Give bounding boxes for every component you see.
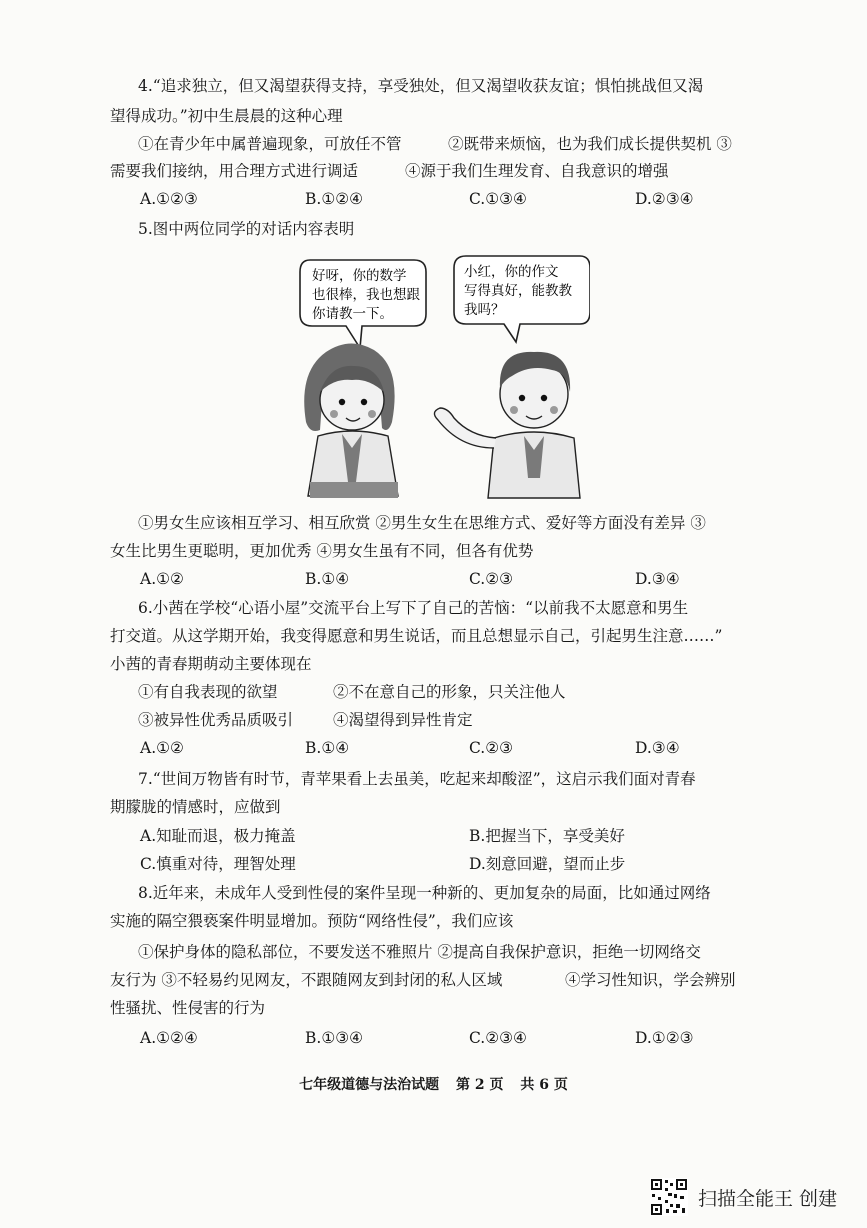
q6-stem-line1: 6.小茜在学校“心语小屋”交流平台上写下了自己的苦恼：“以前我不太愿意和男生 — [138, 599, 689, 617]
speech-bubble-left — [300, 260, 426, 348]
q6-option-d[interactable]: D.③④ — [635, 739, 680, 757]
page-footer — [0, 1074, 867, 1094]
q6-option-c[interactable]: C.②③ — [469, 739, 514, 757]
q4-statement-1: ①在青少年中属普遍现象，可放任不管 — [138, 135, 402, 153]
q6-statement-2: ②不在意自己的形象，只关注他人 — [333, 683, 566, 701]
speech-bubble-right — [454, 256, 590, 342]
q7-option-d[interactable]: D.刻意回避，望而止步 — [469, 855, 626, 873]
bubble-right-line1: 小红，你的作文 — [464, 264, 559, 280]
q5-option-a[interactable]: A.①② — [140, 570, 184, 588]
bubble-right-line2: 写得真好，能教教 — [464, 283, 572, 299]
dialogue-cartoon — [290, 252, 590, 502]
q6-stem-line3: 小茜的青春期萌动主要体现在 — [110, 655, 312, 673]
q8-statement-line2: 友行为 ③不轻易约见网友，不跟随网友到封闭的私人区域 — [110, 971, 503, 989]
q6-option-a[interactable]: A.①② — [140, 739, 184, 757]
bubble-left-line1: 好呀，你的数学 — [312, 268, 407, 284]
q4-option-b[interactable]: B.①②④ — [305, 190, 364, 208]
q7-option-a[interactable]: A.知耻而退，极力掩盖 — [140, 827, 296, 845]
q8-option-a[interactable]: A.①②④ — [140, 1029, 198, 1047]
q4-option-d[interactable]: D.②③④ — [635, 190, 694, 208]
q8-statement-4: ④学习性知识，学会辨别 — [565, 971, 736, 989]
footer-page-number: 第 2 页 — [456, 1077, 504, 1093]
q6-statement-1: ①有自我表现的欲望 — [138, 683, 278, 701]
q4-statement-3: 需要我们接纳，用合理方式进行调适 — [110, 162, 359, 180]
bubble-right-line3: 我吗？ — [464, 302, 505, 318]
qr-code-icon — [650, 1178, 688, 1216]
footer-total-pages: 共 6 页 — [520, 1077, 568, 1093]
q7-stem-line2: 期朦胧的情感时，应做到 — [110, 798, 281, 816]
q8-statement-line1: ①保护身体的隐私部位，不要发送不雅照片 ②提高自我保护意识，拒绝一切网络交 — [138, 943, 701, 961]
q6-option-b[interactable]: B.①④ — [305, 739, 350, 757]
q5-option-b[interactable]: B.①④ — [305, 570, 350, 588]
q8-stem-line1: 8.近年来，未成年人受到性侵的案件呈现一种新的、更加复杂的局面，比如通过网络 — [138, 884, 711, 902]
footer-subject: 七年级道德与法治试题 — [299, 1077, 440, 1093]
q8-option-d[interactable]: D.①②③ — [635, 1029, 694, 1047]
q4-statement-4: ④源于我们生理发育、自我意识的增强 — [405, 162, 669, 180]
q4-statement-2: ②既带来烦恼，也为我们成长提供契机 ③ — [448, 135, 732, 153]
q6-stem-line2: 打交道。从这学期开始，我变得愿意和男生说话，而且总想显示自己，引起男生注意……” — [110, 627, 723, 645]
q4-option-c[interactable]: C.①③④ — [469, 190, 527, 208]
scanner-watermark — [650, 1175, 837, 1219]
q4-stem-line2: 望得成功。”初中生晨晨的这种心理 — [110, 107, 343, 125]
q8-option-b[interactable]: B.①③④ — [305, 1029, 364, 1047]
bubble-left-line2: 也很棒，我也想跟 — [312, 287, 420, 303]
q8-statement-line3: 性骚扰、性侵害的行为 — [110, 999, 266, 1017]
q8-option-c[interactable]: C.②③④ — [469, 1029, 527, 1047]
q4-stem-line1: 4.“追求独立，但又渴望获得支持，享受独处，但又渴望收获友谊；惧怕挑战但又渴 — [138, 77, 704, 95]
q6-statement-3: ③被异性优秀品质吸引 — [138, 711, 294, 729]
q5-option-c[interactable]: C.②③ — [469, 570, 514, 588]
q6-statement-4: ④渴望得到异性肯定 — [333, 711, 473, 729]
q5-stem: 5.图中两位同学的对话内容表明 — [138, 220, 355, 238]
watermark-text: 扫描全能王 创建 — [698, 1187, 838, 1210]
q7-stem-line1: 7.“世间万物皆有时节，青苹果看上去虽美，吃起来却酸涩”，这启示我们面对青春 — [138, 770, 696, 788]
q7-option-c[interactable]: C.慎重对待，理智处理 — [140, 855, 296, 873]
q5-statement-line1: ①男女生应该相互学习、相互欣赏 ②男生女生在思维方式、爱好等方面没有差异 ③ — [138, 514, 706, 532]
boy-student-figure — [434, 352, 580, 498]
q7-option-b[interactable]: B.把握当下，享受美好 — [469, 827, 625, 845]
q8-stem-line2: 实施的隔空猥亵案件明显增加。预防“网络性侵”，我们应该 — [110, 912, 514, 930]
q4-option-a[interactable]: A.①②③ — [140, 190, 198, 208]
q5-option-d[interactable]: D.③④ — [635, 570, 680, 588]
girl-student-figure — [304, 343, 398, 498]
q5-statement-line2: 女生比男生更聪明，更加优秀 ④男女生虽有不同，但各有优势 — [110, 542, 534, 560]
bubble-left-line3: 你请教一下。 — [312, 306, 393, 322]
